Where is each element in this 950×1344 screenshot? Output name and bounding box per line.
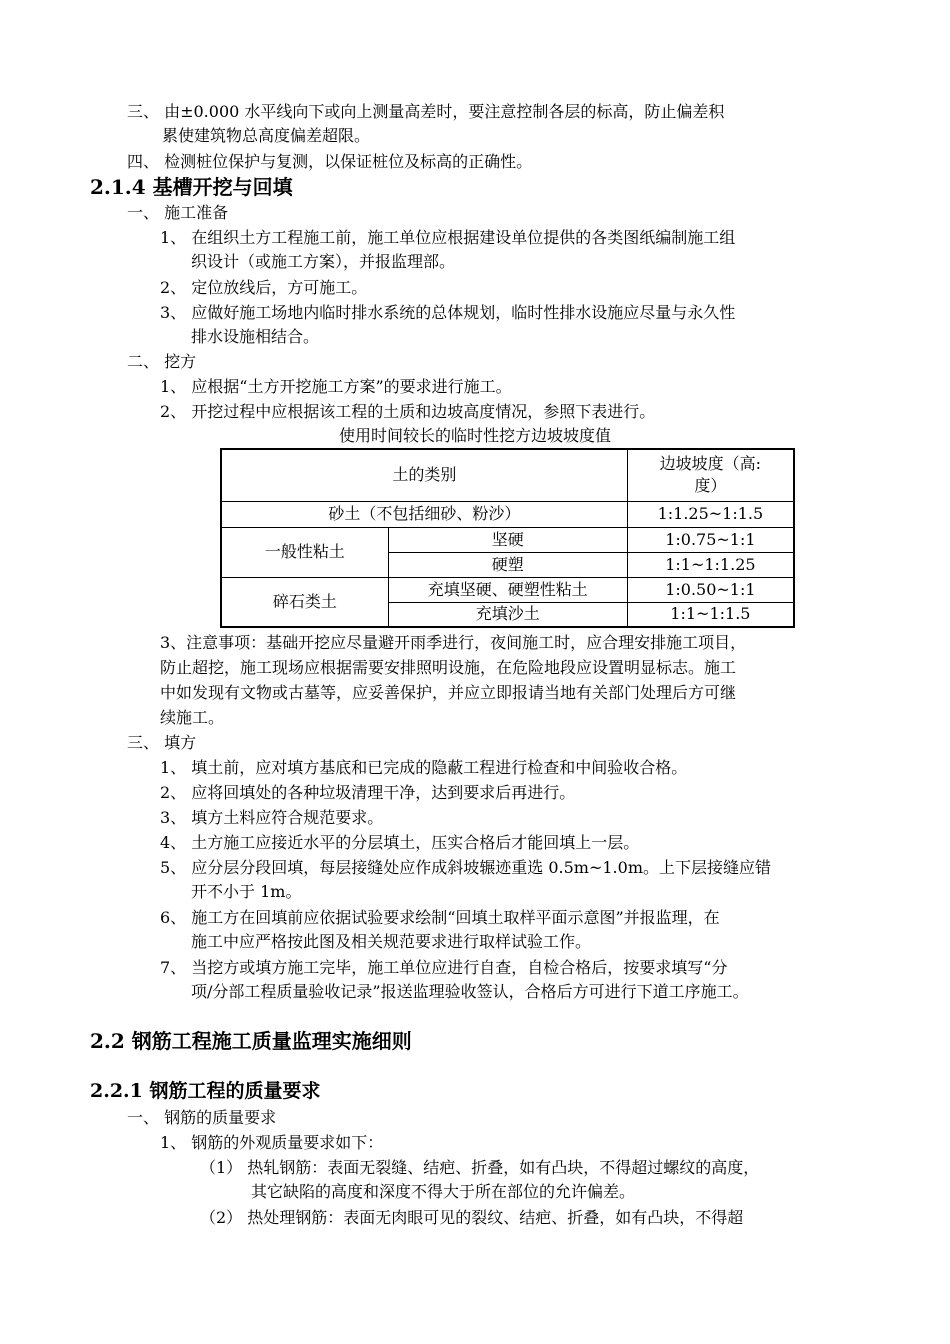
cell-plastic-slope: 1:1~1:1.25	[627, 552, 794, 577]
prep-item-2: 2、 定位放线后，方可施工。	[160, 278, 368, 297]
fill-item-5-line-1: 5、 应分层分段回填，每层接缝处应作成斜坡辗迹重选 0.5m~1.0m。上下层接缝应错	[160, 858, 771, 877]
section-2-2-title: 2.2 钢筋工程施工质量监理实施细则	[90, 1029, 412, 1053]
part-1-heading: 一、 施工准备	[127, 203, 229, 222]
fill-item-7-line-1: 7、 当挖方或填方施工完毕，施工单位应进行自查，自检合格后，按要求填写“分	[160, 958, 728, 977]
dig-item-1: 1、 应根据“土方开挖施工方案”的要求进行施工。	[160, 377, 512, 396]
item-3-line-2: 累使建筑物总高度偏差超限。	[162, 126, 371, 145]
cell-hard: 坚硬	[388, 527, 627, 552]
cell-sand-slope: 1:1.25~1:1.5	[627, 501, 794, 527]
part-3-heading: 三、 填方	[127, 733, 197, 752]
note-line-1: 3、注意事项：基础开挖应尽量避开雨季进行，夜间施工时，应合理安排施工项目，	[160, 633, 747, 652]
fill-item-1: 1、 填土前，应对填方基底和已完成的隐蔽工程进行检查和中间验收合格。	[160, 758, 688, 777]
fill-item-5-line-2: 开不小于 1m。	[191, 882, 302, 901]
section-2-1-4-title: 2.1.4 基槽开挖与回填	[90, 175, 293, 199]
cell-filled-clay-slope: 1:0.50~1:1	[627, 577, 794, 602]
prep-item-3-line-1: 3、 应做好施工场地内临时排水系统的总体规划，临时性排水设施应尽量与永久性	[160, 303, 736, 322]
cell-sand: 砂土（不包括细砂、粉沙）	[221, 501, 627, 527]
cell-plastic: 硬塑	[388, 552, 627, 577]
fill-item-6-line-1: 6、 施工方在回填前应依据试验要求绘制“回填土取样平面示意图”并报监理，在	[160, 908, 720, 927]
rebar-heading: 一、 钢筋的质量要求	[127, 1108, 277, 1127]
fill-item-2: 2、 应将回填处的各种垃圾清理干净，达到要求后再进行。	[160, 783, 576, 802]
header-slope-line-1: 边坡坡度（高:	[659, 454, 762, 474]
table-caption: 使用时间较长的临时性挖方边坡坡度值	[338, 426, 611, 445]
rebar-sub-1-line-1: （1） 热轧钢筋：表面无裂缝、结疤、折叠，如有凸块，不得超过螺纹的高度，	[200, 1158, 760, 1177]
rebar-sub-1-line-2: 其它缺陷的高度和深度不得大于所在部位的允许偏差。	[251, 1182, 636, 1201]
header-slope	[627, 449, 794, 501]
prep-item-1-line-1: 1、 在组织土方工程施工前，施工单位应根据建设单位提供的各类图纸编制施工组	[160, 228, 736, 247]
fill-item-7-line-2: 项/分部工程质量验收记录”报送监理验收签认，合格后方可进行下道工序施工。	[191, 982, 749, 1001]
part-2-heading: 二、 挖方	[127, 352, 197, 371]
item-4: 四、 检测桩位保护与复测，以保证桩位及标高的正确性。	[127, 152, 533, 171]
cell-hard-slope: 1:0.75~1:1	[627, 527, 794, 552]
cell-filled-sand: 充填沙土	[388, 602, 627, 627]
rebar-sub-2-line-1: （2） 热处理钢筋：表面无肉眼可见的裂纹、结疤、折叠，如有凸块，不得超	[200, 1208, 744, 1227]
rebar-item-1: 1、 钢筋的外观质量要求如下：	[160, 1133, 384, 1152]
prep-item-1-line-2: 织设计（或施工方案），并报监理部。	[191, 252, 456, 271]
slope-table	[220, 448, 795, 628]
cell-filled-clay: 充填坚硬、硬塑性粘土	[388, 577, 627, 602]
note-line-2: 防止超挖，施工现场应根据需要安排照明设施，在危险地段应设置明显标志。施工	[160, 658, 737, 677]
note-line-4: 续施工。	[160, 708, 225, 727]
item-3-line-1: 三、 由±0.000 水平线向下或向上测量高差时，要注意控制各层的标高，防止偏差积	[127, 102, 725, 121]
cell-clay-group: 一般性粘土	[221, 527, 388, 577]
cell-filled-sand-slope: 1:1~1:1.5	[627, 602, 794, 627]
note-line-3: 中如发现有文物或古墓等，应妥善保护，并应立即报请当地有关部门处理后方可继	[160, 683, 737, 702]
fill-item-6-line-2: 施工中应严格按此图及相关规范要求进行取样试验工作。	[191, 932, 592, 951]
header-soil-type: 土的类别	[221, 449, 627, 501]
dig-item-2: 2、 开挖过程中应根据该工程的土质和边坡高度情况，参照下表进行。	[160, 402, 656, 421]
table-header-row	[221, 449, 794, 501]
cell-gravel-group: 碎石类土	[221, 577, 388, 627]
fill-item-4: 4、 土方施工应接近水平的分层填土，压实合格后才能回填上一层。	[160, 833, 640, 852]
table-row	[221, 501, 794, 527]
table-row	[221, 527, 794, 552]
prep-item-3-line-2: 排水设施相结合。	[191, 327, 320, 346]
table-row	[221, 577, 794, 602]
header-slope-line-2: 度）	[694, 476, 727, 496]
fill-item-3: 3、 填方土料应符合规范要求。	[160, 808, 384, 827]
section-2-2-1-title: 2.2.1 钢筋工程的质量要求	[90, 1080, 321, 1102]
